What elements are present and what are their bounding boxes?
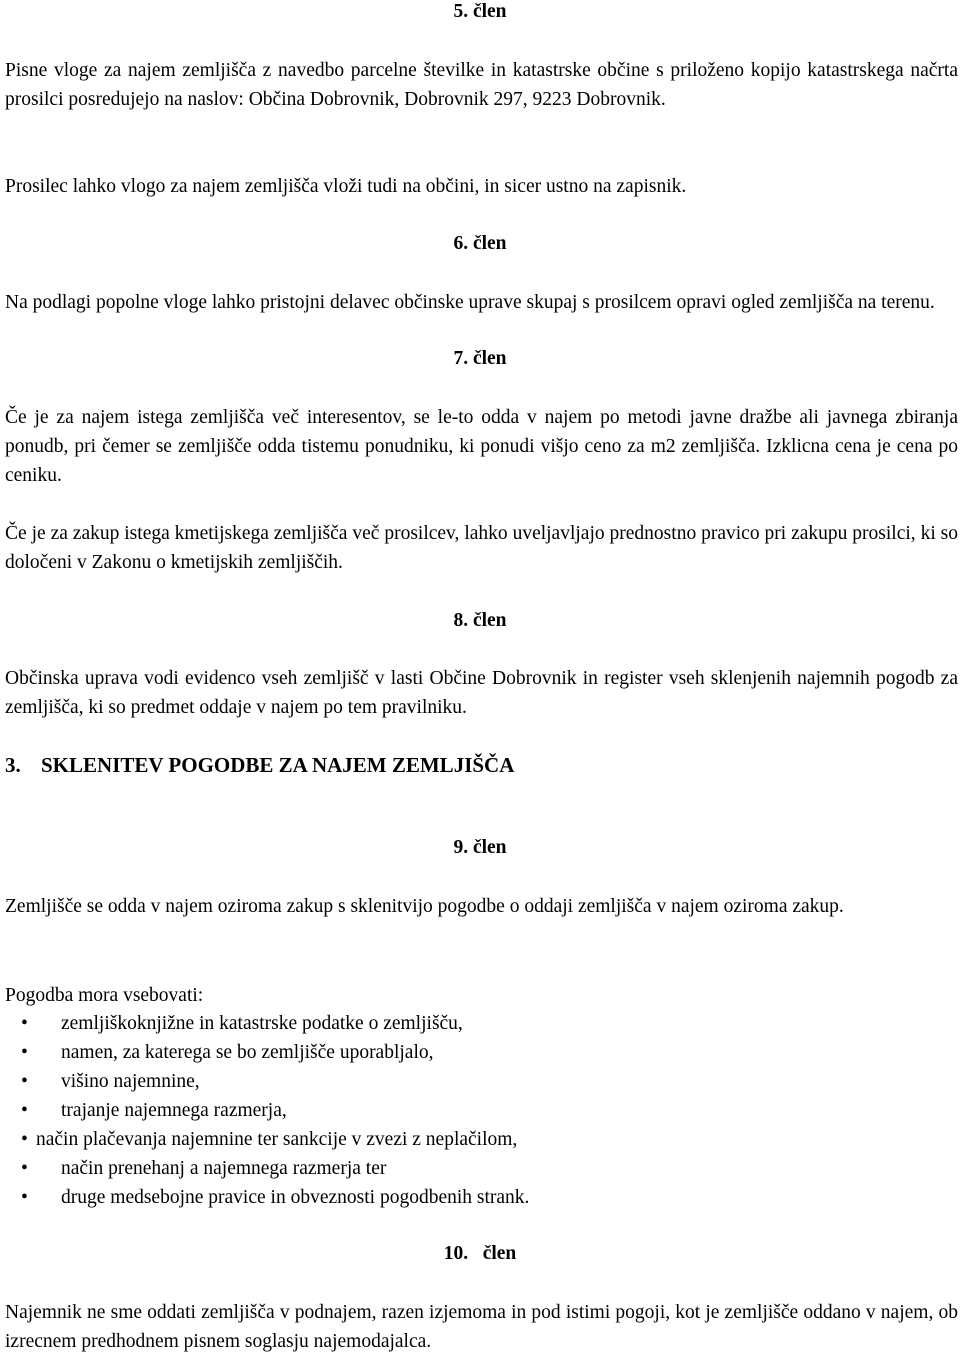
section-number: 3.	[5, 753, 21, 777]
contract-contents-list	[5, 1009, 958, 1212]
list-item	[5, 1038, 958, 1067]
bullet-icon: •	[21, 1187, 28, 1208]
list-item	[5, 1067, 958, 1096]
article-10-number: 10.	[443, 1243, 469, 1264]
bullet-icon: •	[21, 1158, 28, 1179]
article-10-word: člen	[482, 1243, 517, 1264]
contract-contents-intro: Pogodba mora vsebovati:	[5, 985, 204, 1006]
bullet-icon: •	[21, 1071, 28, 1092]
article-6-paragraph-1: Na podlagi popolne vloge lahko pristojni delavec občinske uprave skupaj s prosilcem opravi ogled zemljišča na terenu.	[5, 292, 935, 313]
bullet-icon: •	[21, 1013, 28, 1034]
list-item	[5, 1009, 958, 1038]
article-7-heading: 7. člen	[453, 348, 507, 369]
article-5-heading: 5. člen	[453, 1, 507, 22]
article-10-heading	[0, 1239, 960, 1268]
list-item-text: druge medsebojne pravice in obveznosti pogodbenih strank.	[61, 1187, 530, 1208]
article-7-paragraph-2: Če je za zakup istega kmetijskega zemljišča več prosilcev, lahko uveljavljajo prednostno pravico pri zakupu prosilci, ki so določeni v Zakonu o kmetijskih zemljiščih.	[5, 523, 958, 573]
list-item	[5, 1183, 958, 1212]
list-item-text: namen, za katerega se bo zemljišče uporabljalo,	[61, 1042, 434, 1063]
list-item	[5, 1154, 958, 1183]
list-item-text: način plačevanja najemnine ter sankcije v zvezi z neplačilom,	[36, 1129, 518, 1150]
article-9-heading: 9. člen	[453, 837, 507, 858]
list-item	[5, 1125, 958, 1154]
bullet-icon: •	[21, 1100, 28, 1121]
article-5-paragraph-2: Prosilec lahko vlogo za najem zemljišča vloži tudi na občini, in sicer ustno na zapisnik.	[5, 176, 687, 197]
bullet-icon: •	[21, 1129, 28, 1150]
article-8-paragraph-1: Občinska uprava vodi evidenco vseh zemljišč v lasti Občine Dobrovnik in register vseh sklenjenih najemnih pogodb za zemljišča, ki so predmet oddaje v najem po tem pravilniku.	[5, 668, 958, 718]
article-5-paragraph-1: Pisne vloge za najem zemljišča z navedbo parcelne številke in katastrske občine s priloženo kopijo katastrskega načrta prosilci posredujejo na naslov: Občina Dobrovnik, Dobrovnik 297, 9223 Dobrovnik.	[5, 60, 958, 110]
list-item	[5, 1096, 958, 1125]
section-title-text: SKLENITEV POGODBE ZA NAJEM ZEMLJIŠČA	[41, 753, 515, 777]
article-6-heading: 6. člen	[453, 233, 507, 254]
article-7-paragraph-1: Če je za najem istega zemljišča več interesentov, se le-to odda v najem po metodi javne dražbe ali javnega zbiranja ponudb, pri čemer se zemljišče odda tistemu ponudniku, ki ponudi višjo ceno za m2 zemljišča. Izklicna cena je cena po ceniku.	[5, 407, 958, 486]
list-item-text: trajanje najemnega razmerja,	[61, 1100, 287, 1121]
list-item-text: način prenehanj a najemnega razmerja ter	[61, 1158, 387, 1179]
section-3-title	[5, 750, 514, 780]
article-10-paragraph-1: Najemnik ne sme oddati zemljišča v podnajem, razen izjemoma in pod istimi pogoji, kot je zemljišče oddano v najem, ob izrecnem predhodnem pisnem soglasju najemodajalca.	[5, 1302, 958, 1352]
article-8-heading: 8. člen	[453, 610, 507, 631]
article-9-paragraph-1: Zemljišče se odda v najem oziroma zakup s sklenitvijo pogodbe o oddaji zemljišča v najem oziroma zakup.	[5, 896, 844, 917]
list-item-text: zemljiškoknjižne in katastrske podatke o zemljišču,	[61, 1013, 463, 1034]
bullet-icon: •	[21, 1042, 28, 1063]
list-item-text: višino najemnine,	[61, 1071, 200, 1092]
